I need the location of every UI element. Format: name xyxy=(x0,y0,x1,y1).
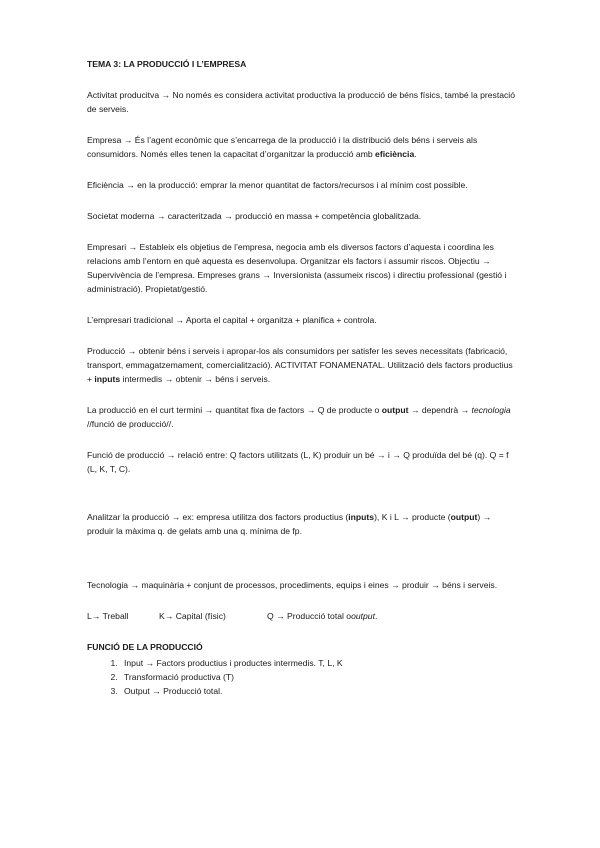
production-list xyxy=(87,656,517,698)
empresa-end: . xyxy=(414,149,417,159)
paragraph-funcio-produccio: Funció de producció → relació entre: Q factors utilitzats (L, K) produir un bé → i → Q produïda del bé (q). Q = f (L, K, T, C). xyxy=(87,450,509,474)
empresa-bold-term: eficiència xyxy=(375,149,415,159)
produccio-text: Producció → obtenir béns i serveis i apropar-los als consumidors per satisfer les seves necessitats (fabricació, transport, emmagatzemament, comercialització). ACTIVITAT FONAMENATAL. Utilització dels factors productius + xyxy=(87,346,513,384)
paragraph-empresa xyxy=(87,133,517,161)
list-item: 2. Transformació productiva (T) xyxy=(120,670,517,684)
empresa-text: Empresa → És l’agent econòmic que s’encarrega de la producció i la distribució dels béns i serveis als consumidors. Només elles tenen la capacitat d’organitzar la producció amb xyxy=(87,135,478,159)
curt-bold-term: output xyxy=(381,405,409,415)
analitzar-bold-inputs: inputs xyxy=(348,512,375,522)
paragraph-produccio xyxy=(87,344,517,386)
curt-end: //funció de producció//. xyxy=(87,419,174,429)
abbr-q-end: . xyxy=(374,611,378,621)
abbr-q-text: Q → Producció total o xyxy=(267,611,352,621)
abbr-capital: K→ Capital (físic) xyxy=(159,611,226,621)
abbr-produccio-total xyxy=(267,609,377,623)
paragraph-analitzar xyxy=(87,510,517,538)
paragraph-curt-termini xyxy=(87,403,517,431)
paragraph-eficiencia: Eficiència → en la producció: emprar la menor quantitat de factors/recursos i al mínim cost possible. xyxy=(87,180,468,190)
analitzar-text: Analitzar la producció → ex: empresa utilitza dos factors productius ( xyxy=(87,512,349,522)
analitzar-bold-output: output xyxy=(450,512,478,522)
document-body xyxy=(87,57,517,698)
abbreviations-row xyxy=(87,609,517,623)
list-item: 1. Input → Factors productius i productes intermedis. T, L, K xyxy=(120,656,517,670)
paragraph-societat: Societat moderna → caracteritzada → producció en massa + competència globalitzada. xyxy=(87,211,422,221)
produccio-bold-term: inputs xyxy=(94,374,121,384)
page-title: TEMA 3: LA PRODUCCIÓ I L’EMPRESA xyxy=(87,59,247,69)
analitzar-end: ) → produir la màxima q. de gelats amb una q. mínima de fp. xyxy=(87,512,492,536)
list-item: 3. Output → Producció total. xyxy=(120,684,517,698)
analitzar-mid: ), K i L → producte ( xyxy=(374,512,451,522)
paragraph-empresari-tradicional: L’empresari tradicional → Aporta el capital + organitza + planifica + controla. xyxy=(87,315,377,325)
produccio-end: intermedis → obtenir → béns i serveis. xyxy=(120,374,271,384)
section-heading: FUNCIÓ DE LA PRODUCCIÓ xyxy=(87,642,203,652)
paragraph-tecnologia: Tecnologia → maquinària + conjunt de processos, procediments, equips i eines → produir → béns i serveis. xyxy=(87,580,498,590)
paragraph-empresari: Empresari → Estableix els objetius de l’empresa, negocia amb els diversos factors d’aquesta i coordina les relacions amb l’entorn en què aquesta es desenvolupa. Organitzar els factors i assumir riscos. Objectiu → Supervivència de l’empresa. Empreses grans → Inversionista (assumeix riscos) i directiu professional (gestió i administració). Propietat/gestió. xyxy=(87,242,507,294)
curt-italic-term: tecnologia xyxy=(471,405,511,415)
abbr-treball: L→ Treball xyxy=(87,611,129,621)
curt-text: La producció en el curt termini → quantitat fixa de factors → Q de producte o xyxy=(87,405,382,415)
curt-mid: → dependrà → xyxy=(408,405,472,415)
abbr-q-italic: output xyxy=(351,611,375,621)
paragraph-activitat: Activitat producitva → No només es considera activitat productiva la producció de béns físics, també la prestació de serveis. xyxy=(87,90,515,114)
